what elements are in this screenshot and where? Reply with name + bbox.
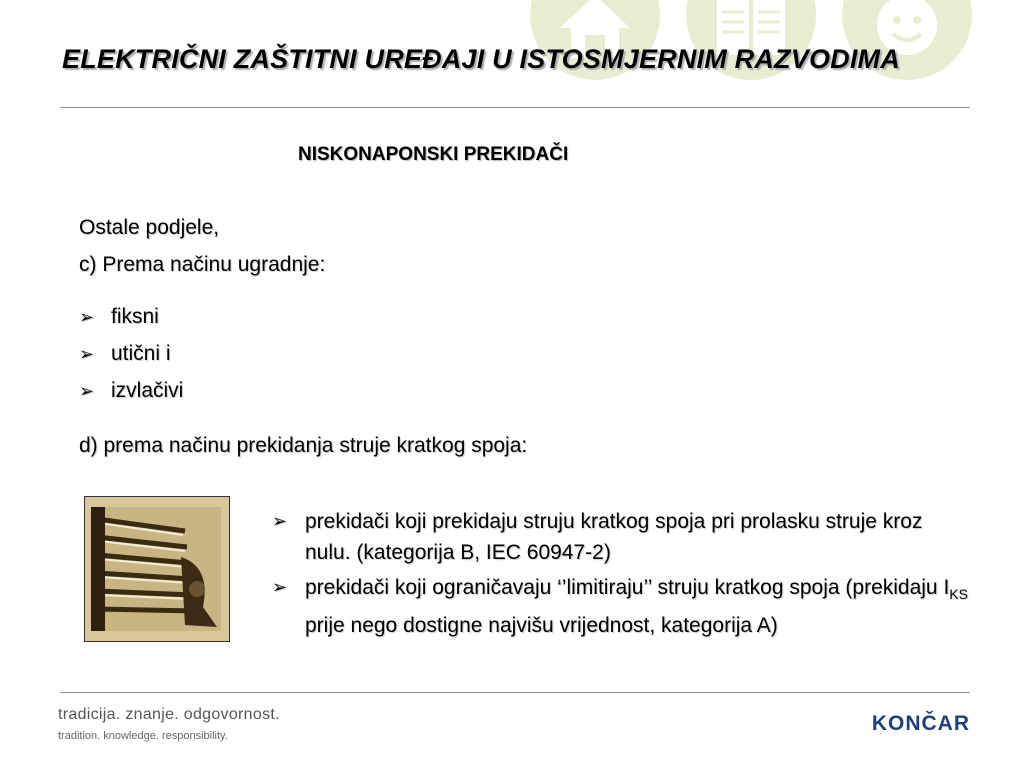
list-item-text: prekidači koji ograničavaju ‘’limitiraju’’ struju kratkog spoja (prekidaju I [305,576,950,599]
arrow-bullet-icon: ➢ [272,577,288,597]
page-title: ELEKTRIČNI ZAŠTITNI UREĐAJI U ISTOSMJERNIM RAZVODIMA [62,44,900,74]
list-item [272,506,972,568]
company-logo: KONČAR [871,712,970,735]
list-item [79,305,159,329]
list-item-text: utični i [111,342,171,365]
footer-motto-en: tradition. knowledge. responsibility. [58,730,228,742]
subscript: KS [949,586,968,603]
arc-chute-photo [84,496,230,642]
arrow-bullet-icon: ➢ [79,307,95,327]
arrow-bullet-icon: ➢ [79,344,95,364]
category-d-heading: d) prema načinu prekidanja struje kratkog spoja: [79,434,528,457]
category-c-heading: c) Prema načinu ugradnje: [79,253,326,276]
list-item [79,342,171,366]
header-divider [60,107,970,108]
list-item [272,572,972,641]
list-item-text: prekidači koji prekidaju struju kratkog spoja pri prolasku struje kroz nulu. (kategorija B, IEC 60947-2) [305,510,923,564]
interruption-list [272,506,972,642]
section-heading: NISKONAPONSKI PREKIDAČI [298,144,569,165]
list-item-text: izvlačivi [111,379,184,402]
footer-motto: tradicija. znanje. odgovornost. [58,706,280,723]
footer-divider [60,692,970,693]
list-item-text-cont: prije nego dostigne najvišu vrijednost, kategorija A) [305,614,778,638]
arrow-bullet-icon: ➢ [272,511,288,531]
list-item-text: fiksni [111,305,159,328]
intro-line: Ostale podjele, [79,216,220,239]
list-item [79,379,183,403]
arrow-bullet-icon: ➢ [79,381,95,401]
